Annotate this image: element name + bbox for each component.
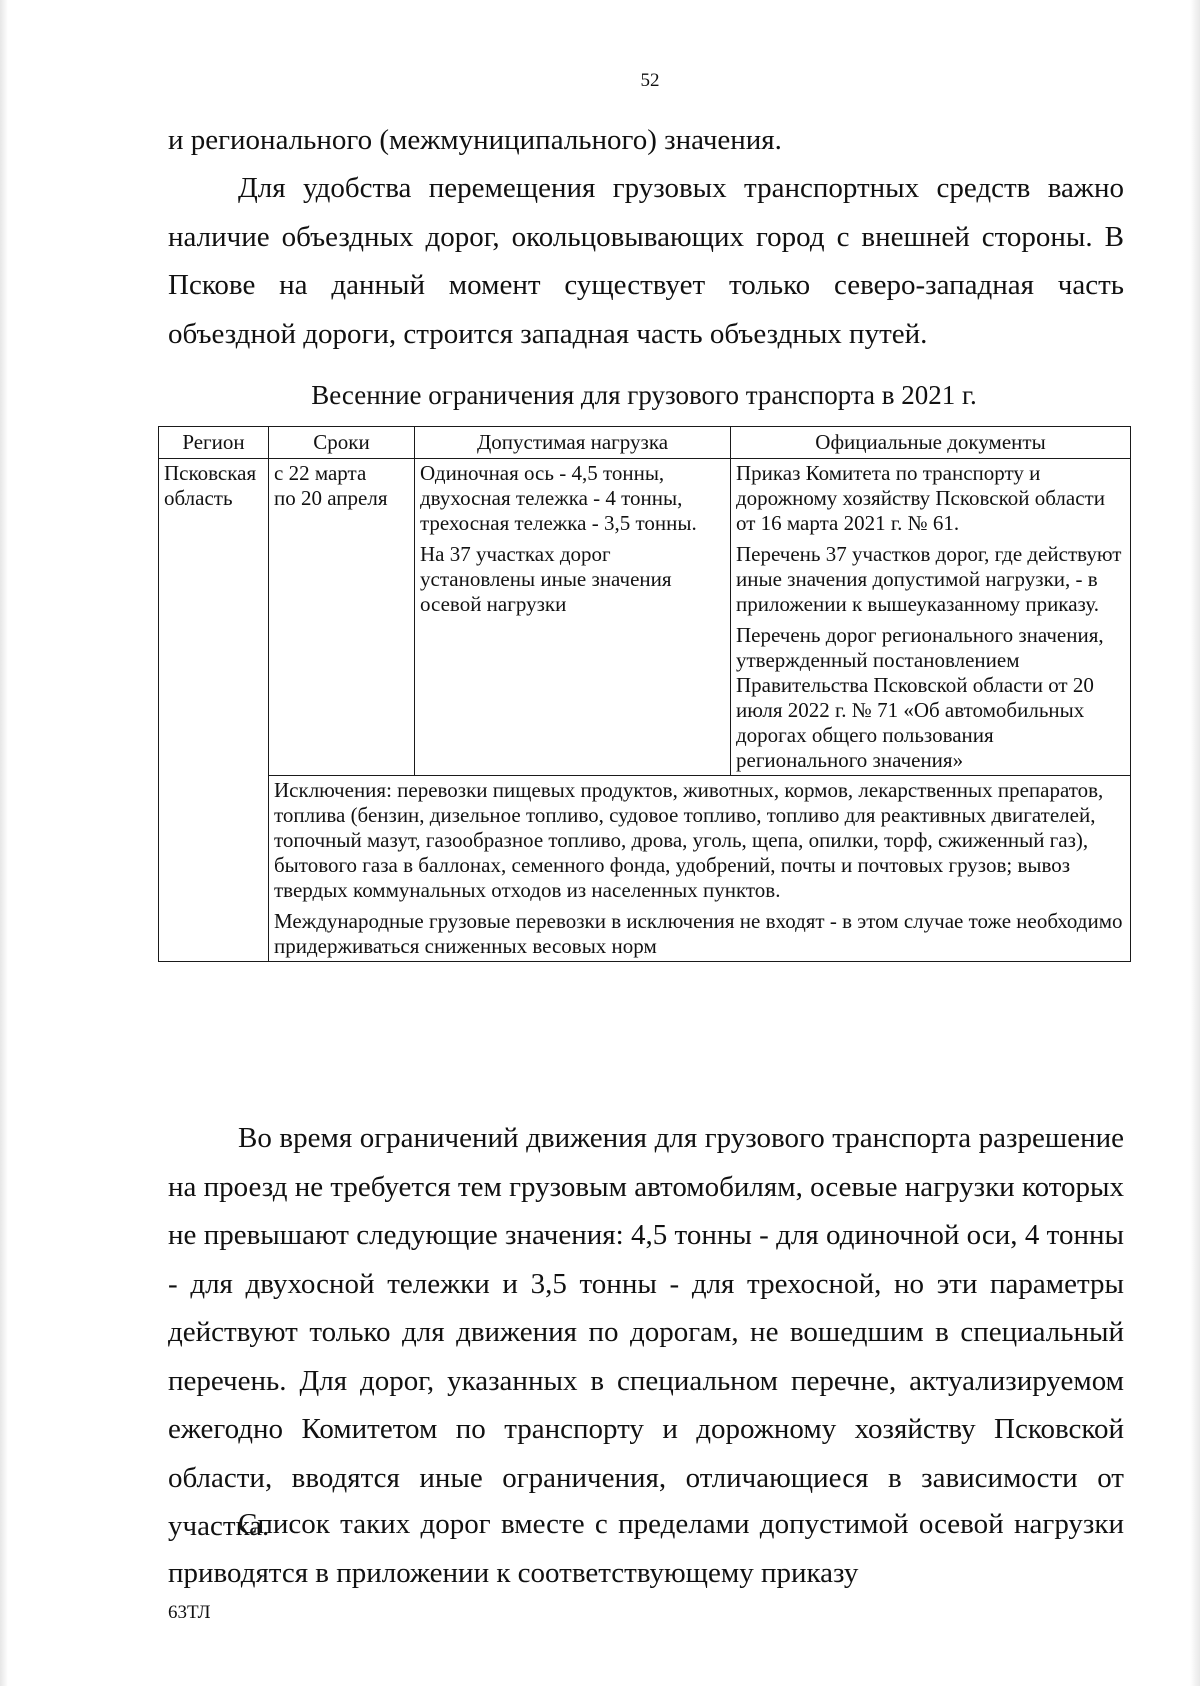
- page-number: 52: [640, 70, 660, 91]
- scan-edge-right: [1190, 0, 1200, 1686]
- document-resolution-text: Перечень дорог регионального значения, утвержденный постановлением Правительства Псковской области от 20 июля 2022 г. № 71 «Об автомобильных дорогах общего пользования регионального значения»: [736, 623, 1104, 772]
- paragraph-road-list: Список таких дорог вместе с пределами допустимой осевой нагрузки приводятся в приложении к соответствующему приказу: [168, 1508, 1124, 1589]
- cell-region: [159, 459, 269, 962]
- footer-code: 63ТЛ: [168, 1602, 211, 1623]
- paragraph-continuation: и регионального (межмуниципального) значения.: [168, 124, 782, 156]
- cell-period: [269, 459, 415, 776]
- table-caption: Весенние ограничения для грузового транспорта в 2021 г.: [311, 380, 977, 410]
- period-line: с 22 марта: [274, 461, 367, 485]
- cell-exceptions: [269, 776, 1131, 962]
- header-documents: Официальные документы: [731, 427, 1131, 459]
- table-row: [159, 459, 1131, 776]
- period-line: по 20 апреля: [274, 486, 388, 510]
- document-list-text: Перечень 37 участков дорог, где действуют иные значения допустимой нагрузки, - в приложении к вышеуказанному приказу.: [736, 542, 1122, 616]
- restrictions-table: [158, 426, 1131, 962]
- document-order-text: Приказ Комитета по транспорту и дорожному хозяйству Псковской области от 16 марта 2021 г. № 61.: [736, 461, 1105, 535]
- table-header-row: [159, 427, 1131, 459]
- cell-documents: [731, 459, 1131, 776]
- region-line: Псковская: [164, 461, 257, 485]
- load-note-text: На 37 участках дорог установлены иные значения осевой нагрузки: [420, 542, 672, 616]
- exceptions-text: Исключения: перевозки пищевых продуктов, животных, кормов, лекарственных препаратов, топлива (бензин, дизельное топливо, судовое топливо, топливо для реактивных двигателей, топочный мазут, газообразное топливо, дрова, уголь, щепа, опилки, торф, сжиженный газ), бытового газа в баллонах, семенного фонда, удобрений, почты и почтовых грузов; вывоз твердых коммунальных отходов из населенных пунктов.: [274, 778, 1104, 902]
- cell-load: [415, 459, 731, 776]
- scan-edge-left: [0, 0, 8, 1686]
- header-region: Регион: [159, 427, 269, 459]
- international-note-text: Международные грузовые перевозки в исключения не входят - в этом случае тоже необходимо придерживаться сниженных весовых норм: [274, 909, 1123, 958]
- paragraph-bypass-roads: Для удобства перемещения грузовых транспортных средств важно наличие объездных дорог, окольцовывающих город с внешней стороны. В Пскове на данный момент существует только северо-западная часть объездной дороги, строится западная часть объездных путей.: [168, 172, 1124, 350]
- header-period: Сроки: [269, 427, 415, 459]
- paragraph-restrictions: Во время ограничений движения для грузового транспорта разрешение на проезд не требуется тем грузовым автомобилям, осевые нагрузки которых не превышают следующие значения: 4,5 тонны - для одиночной оси, 4 тонны - для двухосной тележки и 3,5 тонны - для трехосной, но эти параметры действуют только для движения по дорогам, не вошедшим в специальный перечень. Для дорог, указанных в специальном перечне, актуализируемом ежегодно Комитетом по транспорту и дорожному хозяйству Псковской области, вводятся иные ограничения, отличающиеся в зависимости от участка.: [168, 1122, 1124, 1542]
- load-limits-text: Одиночная ось - 4,5 тонны, двухосная тележка - 4 тонны, трехосная тележка - 3,5 тонны.: [420, 461, 697, 535]
- header-load: Допустимая нагрузка: [415, 427, 731, 459]
- region-line: область: [164, 486, 233, 510]
- table-row-exceptions: [159, 776, 1131, 962]
